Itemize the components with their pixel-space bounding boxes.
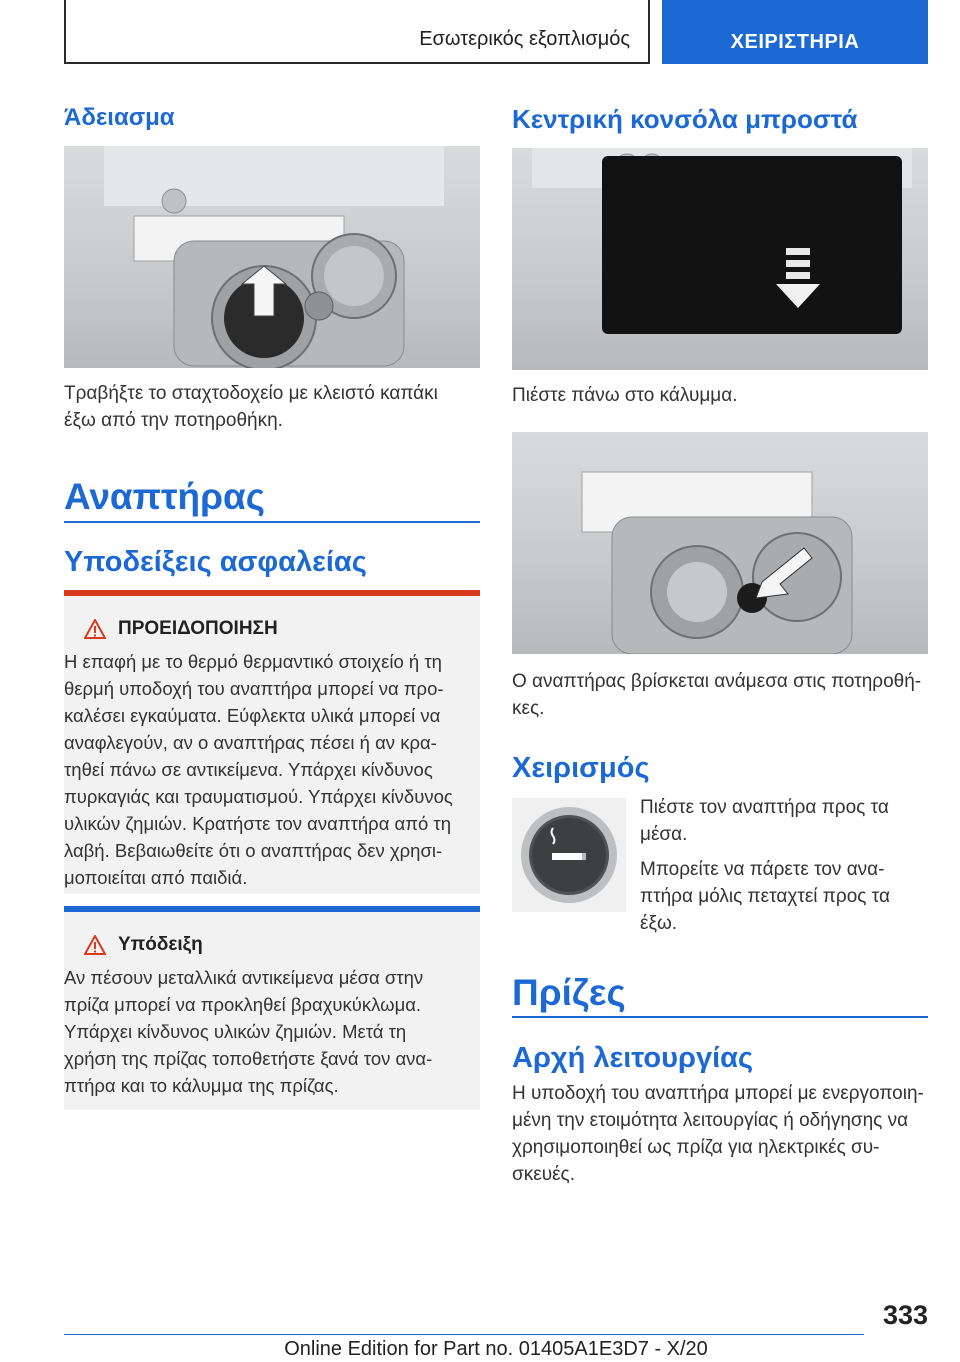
- page-footer: [64, 1300, 928, 1362]
- ashtray-illustration: [64, 146, 480, 368]
- page-number: 333: [882, 1300, 928, 1330]
- warning-line: υλικών ζημιών. Κρατήστε τον αναπτήρα από τη: [64, 813, 452, 834]
- warning-head: [84, 618, 278, 640]
- console-heading: Κεντρική κονσόλα μπροστά: [512, 104, 858, 134]
- note-bar: [64, 906, 480, 912]
- warning-triangle-icon: [84, 619, 106, 639]
- principle-line: σκευές.: [512, 1164, 575, 1185]
- principle-heading: Αρχή λειτουργίας: [512, 1042, 754, 1074]
- ashtray-photo: [64, 146, 480, 368]
- note-line: πτήρα και το κάλυμμα της πρίζας.: [64, 1075, 339, 1096]
- note-label: Υπόδειξη: [118, 934, 203, 955]
- principle-text: [512, 1080, 928, 1188]
- warning-line: λαβή. Βεβαιωθείτε ότι ο αναπτήρας δεν χρησι-: [64, 840, 443, 861]
- note-line: πρίζα μπορεί να προκληθεί βραχυκύκλωμα.: [64, 994, 422, 1015]
- note-box: [64, 906, 480, 1110]
- warning-line: θερμή υποδοχή του αναπτήρα μπορεί να προ-: [64, 678, 444, 699]
- console-cover-photo: [512, 148, 928, 370]
- sockets-heading: Πρίζες: [512, 972, 626, 1013]
- principle-line: μένη την ετοιμότητα λειτουργίας ή οδήγησης να: [512, 1110, 909, 1131]
- principle-line: χρησιμοποιηθεί ως πρίζα για ηλεκτρικές συ-: [512, 1137, 880, 1158]
- warning-label: ΠΡΟΕΙΔΟΠΟΙΗΣΗ: [118, 618, 278, 639]
- manual-chapter-tab[interactable]: ΧΕΙΡΙΣΤΗΡΙΑ: [662, 0, 928, 64]
- lighter-button-icon: [512, 798, 626, 912]
- console-cover-illustration: [512, 148, 928, 370]
- warning-line: καλέσει εγκαύματα. Εύφλεκτα υλικά μπορεί να: [64, 705, 441, 726]
- lighter-location-photo: [512, 432, 928, 654]
- footer-rule: [64, 1334, 864, 1335]
- lighter-location-line: κες.: [512, 698, 545, 719]
- section-title: Εσωτερικός εξοπλισμός: [419, 28, 630, 50]
- lighter-location-illustration: [512, 432, 928, 654]
- emptying-text: [64, 380, 480, 434]
- emptying-text-line: έξω από την ποτηροθήκη.: [64, 410, 283, 431]
- edition-text: Online Edition for Part no. 01405A1E3D7 - X/20: [284, 1338, 708, 1360]
- note-text: [64, 964, 480, 1099]
- emptying-text-line: Τραβήξτε το σταχτοδοχείο με κλειστό καπάκι: [64, 383, 438, 404]
- section-title-box: [64, 0, 650, 64]
- emptying-heading: Άδειασμα: [64, 104, 175, 131]
- warning-line: Η επαφή με το θερμό θερμαντικό στοιχείο ή τη: [64, 651, 442, 672]
- lighter-heading: Αναπτήρας: [64, 476, 265, 517]
- operation-line: Μπορείτε να πάρετε τον ανα-: [640, 859, 885, 880]
- warning-line: μοποιείται από παιδιά.: [64, 867, 248, 888]
- warning-box: [64, 590, 480, 894]
- operation-line: μέσα.: [640, 824, 688, 845]
- operation-line: πτήρα μόλις πεταχτεί προς τα: [640, 886, 890, 907]
- warning-line: αναφλεγούν, αν ο αναπτήρας πέσει ή αν κρα-: [64, 732, 437, 753]
- lighter-location-line: Ο αναπτήρας βρίσκεται ανάμεσα στις ποτηροθή-: [512, 671, 922, 692]
- warning-text: [64, 648, 480, 891]
- note-triangle-icon: [84, 935, 106, 955]
- note-line: χρήση της πρίζας τοποθετήστε ξανά τον ανα-: [64, 1048, 433, 1069]
- warning-line: τηθεί πάνω σε αντικείμενα. Υπάρχει κίνδυνος: [64, 759, 433, 780]
- lighter-button-image: [512, 798, 626, 912]
- sockets-heading-rule: [512, 1016, 928, 1018]
- safety-heading: Υποδείξεις ασφαλείας: [64, 546, 367, 578]
- note-line: Αν πέσουν μεταλλικά αντικείμενα μέσα στην: [64, 967, 424, 988]
- lighter-location-text: [512, 668, 928, 722]
- principle-line: Η υποδοχή του αναπτήρα μπορεί με ενεργοποιη-: [512, 1083, 924, 1104]
- lighter-heading-rule: [64, 521, 480, 523]
- operation-text: [640, 794, 930, 937]
- press-cover-text: Πιέστε πάνω στο κάλυμμα.: [512, 385, 738, 406]
- warning-bar: [64, 590, 480, 596]
- operation-line: Πιέστε τον αναπτήρα προς τα: [640, 797, 889, 818]
- operation-heading: Χειρισμός: [512, 752, 650, 784]
- operation-line: έξω.: [640, 913, 678, 934]
- note-line: Υπάρχει κίνδυνος υλικών ζημιών. Μετά τη: [64, 1021, 407, 1042]
- page-header: [64, 0, 928, 64]
- note-head: [84, 934, 203, 956]
- warning-line: πυρκαγιάς και τραυματισμού. Υπάρχει κίνδυνος: [64, 786, 453, 807]
